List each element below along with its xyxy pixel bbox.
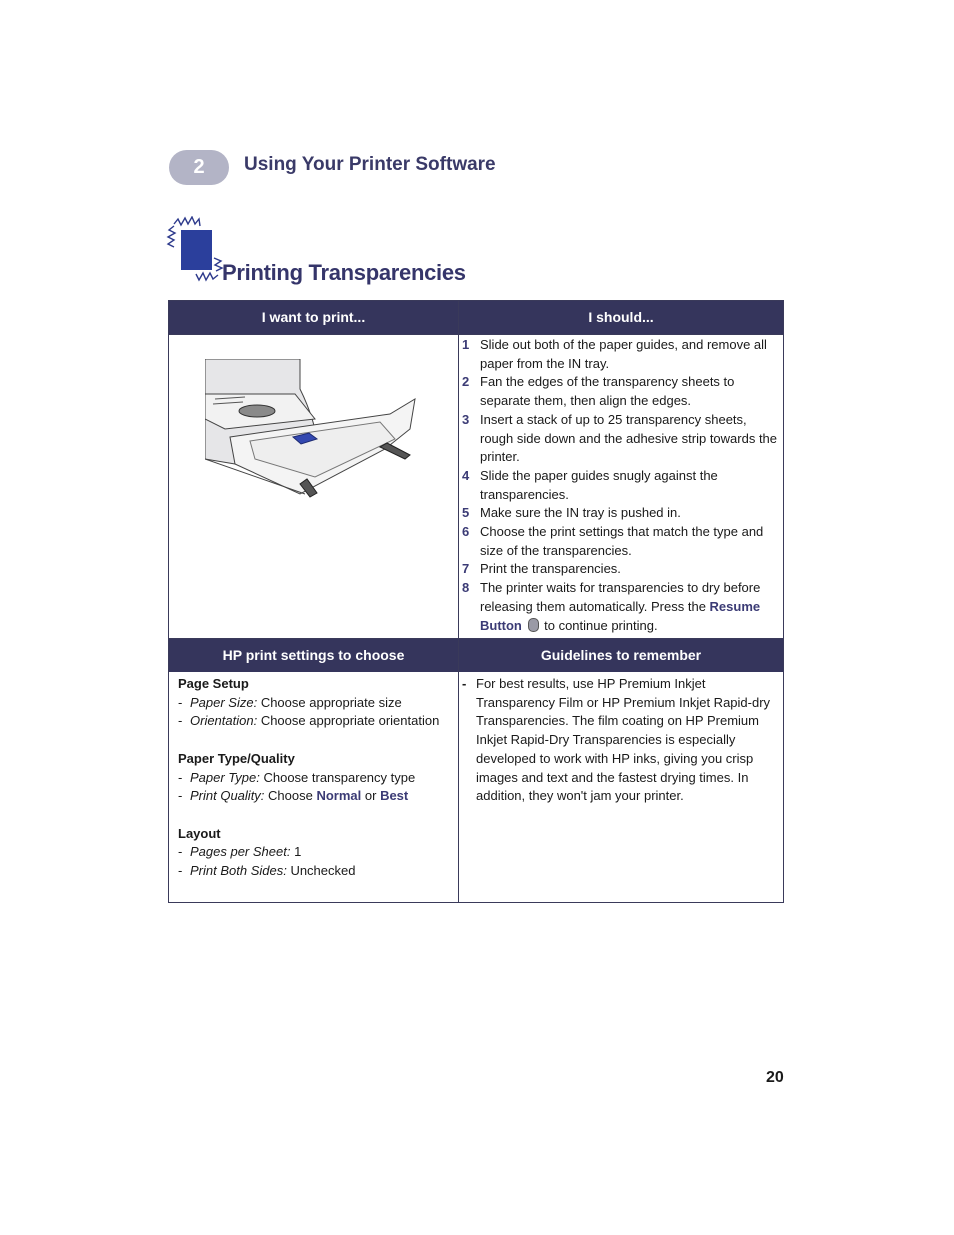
layout-group: Layout - Pages per Sheet: 1 - Print Both Sides: Unchecked [178,825,356,878]
section-title: Printing Transparencies [222,260,466,285]
paper-type-quality-group: Paper Type/Quality - Paper Type: Choose transparency type - Print Quality: Choose Normal or Best [178,750,416,804]
step-item: 2 Fan the edges of the transparency sheets to separate them, then align the edges. [462,374,735,409]
col-header-want-to-print: I want to print... [169,301,458,334]
guideline-item: - For best results, use HP Premium Inkjet Transparency Film or HP Premium Inkjet Rapid-dry Transparencies. The film coating on HP Premium Inkjet Rapid-Dry Transparencies is especially developed to work with HP inks, giving you crisp images and text and the fastest drying times. In addition, they won't jam your printer. [462,676,771,804]
resume-button-label: Resume Button [480,598,761,633]
step-item: 8 The printer waits for transparencies to dry before releasing them automatically. Press the Resume Button to continue printing. [462,580,761,633]
col-header-guidelines: Guidelines to remember [459,639,783,672]
chapter-number-badge: 2 [169,150,229,185]
col-header-print-settings: HP print settings to choose [169,639,458,672]
col-header-i-should: I should... [459,301,783,334]
step-item: 7 Print the transparencies. [462,561,621,577]
chapter-title: Using Your Printer Software [244,154,496,175]
step-item: 3 Insert a stack of up to 25 transparency sheets, rough side down and the adhesive strip towards the printer. [462,411,778,465]
printer-in-tray-illustration [205,359,417,501]
step-item: 1 Slide out both of the paper guides, and remove all paper from the IN tray. [462,337,767,371]
step-item: 4 Slide the paper guides snugly against the transparencies. [462,467,718,502]
step-item: 6 Choose the print settings that match the type and size of the transparencies. [462,524,764,558]
page-number: 20 [766,1069,784,1086]
instruction-table [168,300,784,903]
steps-list [462,336,780,635]
resume-button-icon [528,618,539,632]
transparency-sheet-icon [166,216,226,284]
step-item: 5 Make sure the IN tray is pushed in. [462,505,681,521]
print-settings-list [178,675,454,899]
page-setup-group: Page Setup - Paper Size: Choose appropriate size - Orientation: Choose appropriate orientation [178,676,440,729]
